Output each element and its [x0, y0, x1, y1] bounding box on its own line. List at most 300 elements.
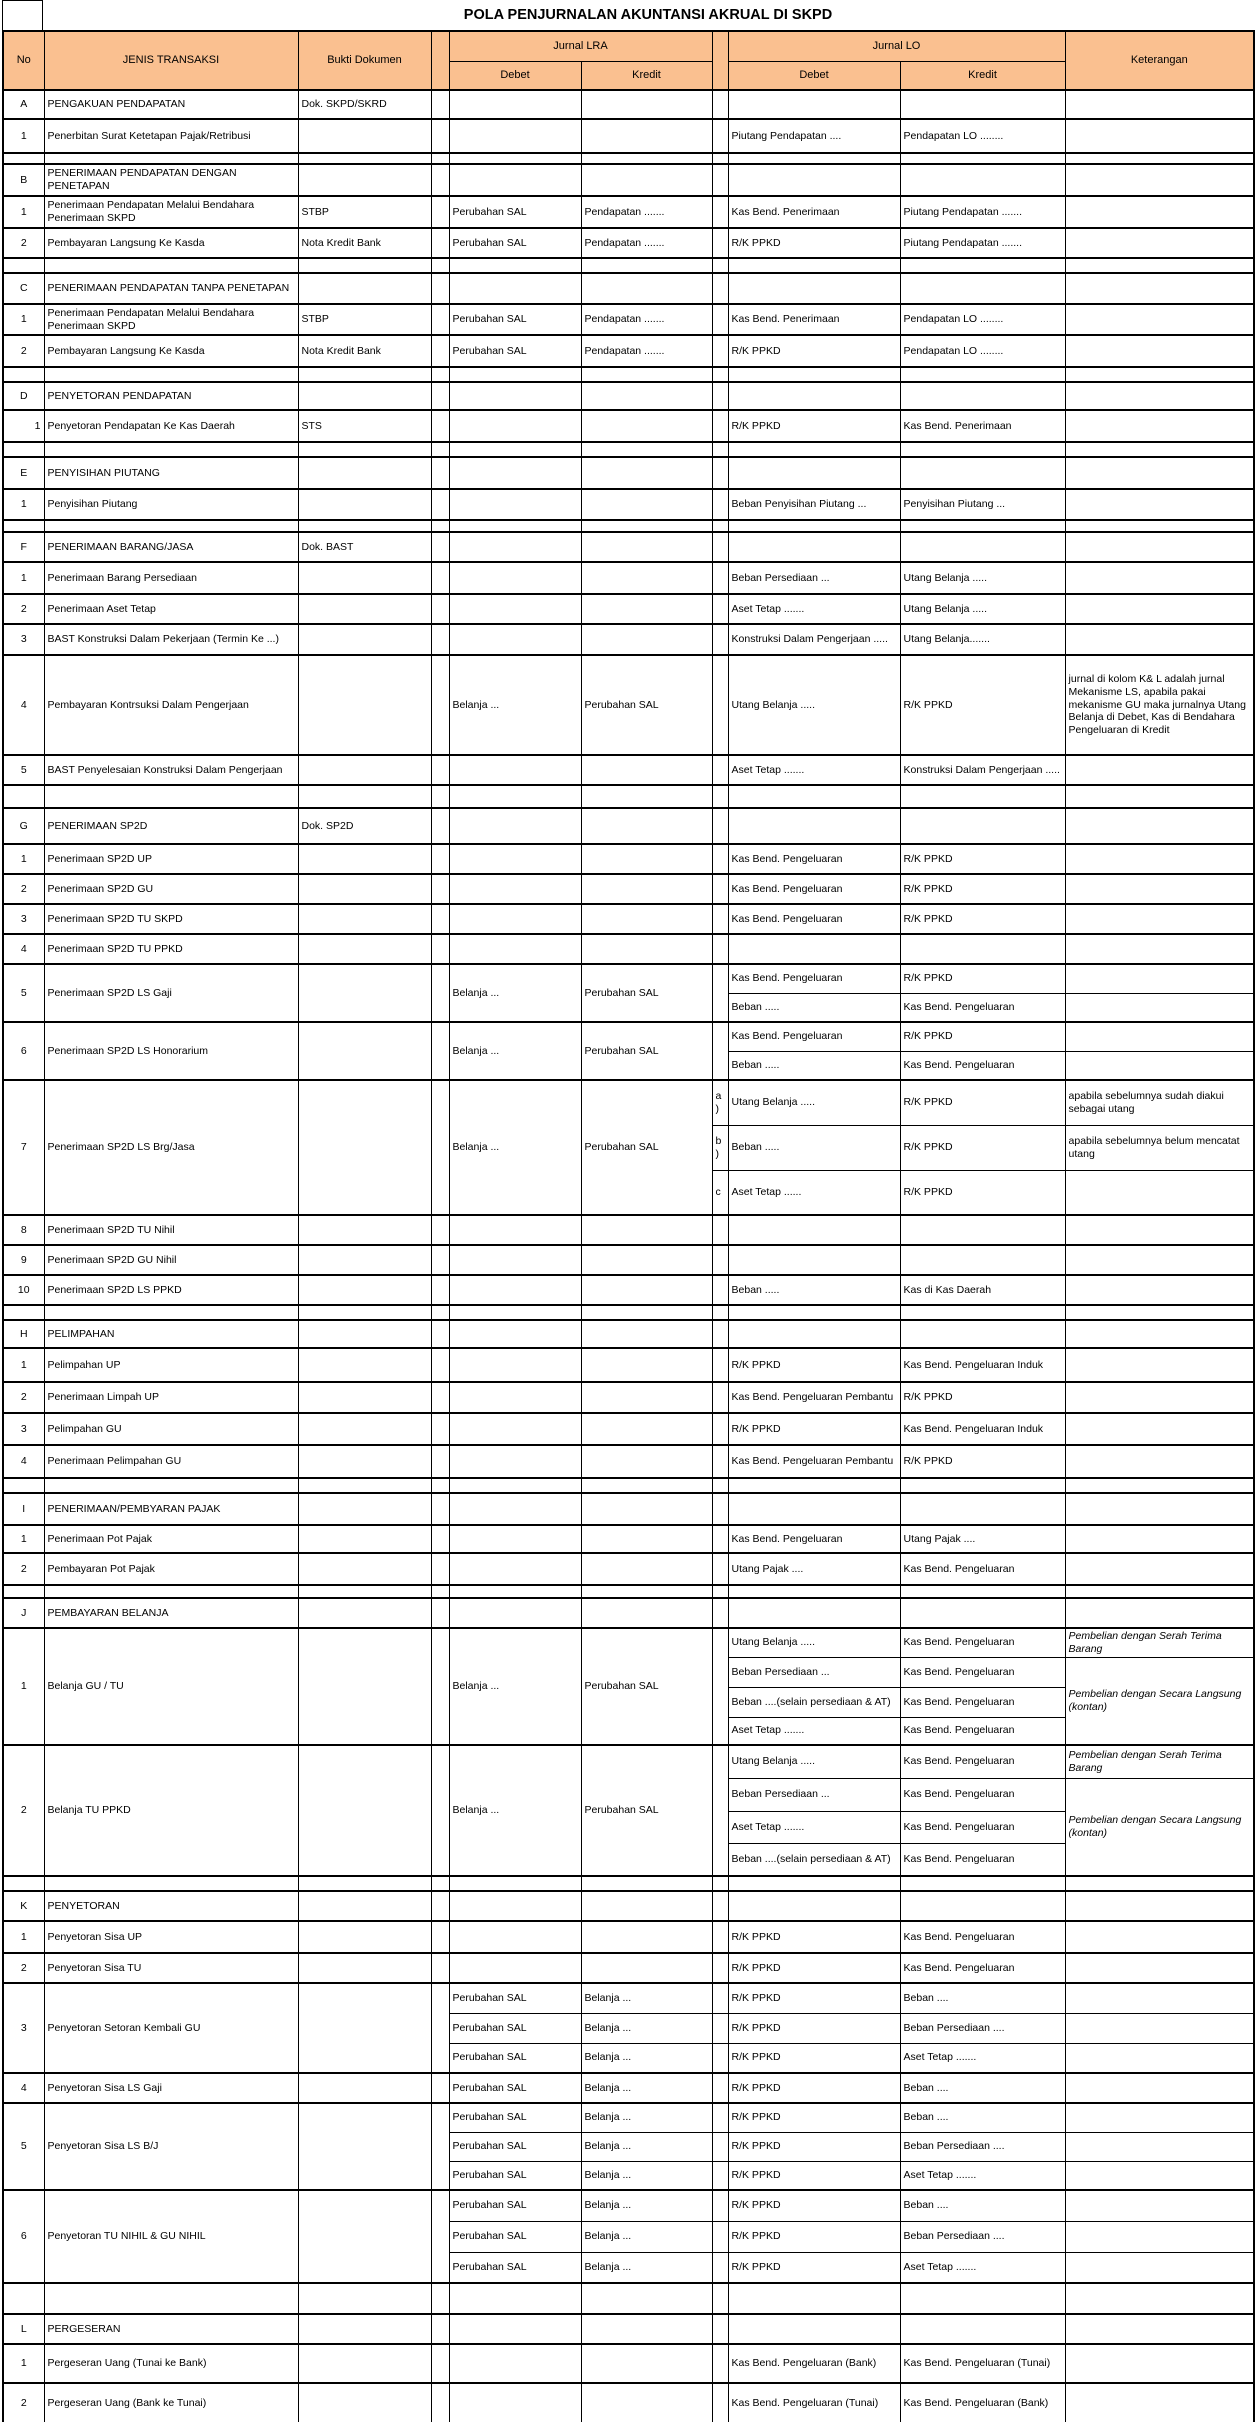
empty-cell — [1065, 153, 1254, 164]
header-lra-debet: Debet — [449, 61, 581, 90]
cell-keterangan — [1065, 382, 1254, 410]
cell-bukti — [298, 874, 431, 904]
empty-cell — [431, 90, 449, 119]
cell-no: 2 — [3, 1745, 44, 1876]
cell-lo-kredit: Beban .... — [900, 2190, 1065, 2221]
cell-bukti — [298, 904, 431, 934]
separator-row — [3, 785, 1254, 808]
cell-lra-debet: Belanja ... — [449, 1022, 581, 1080]
cell-no: 8 — [3, 1215, 44, 1245]
empty-cell — [581, 153, 712, 164]
cell-lo-debet: R/K PPKD — [728, 2013, 900, 2043]
cell-bukti — [298, 1348, 431, 1382]
cell-keterangan — [1065, 2013, 1254, 2043]
empty-cell — [449, 367, 581, 382]
cell-lo-debet — [728, 1493, 900, 1525]
cell-lo-kredit: Kas Bend. Pengeluaran — [900, 1717, 1065, 1745]
cell-lra-kredit — [581, 1320, 712, 1348]
cell-marker — [431, 119, 449, 153]
cell-marker — [712, 655, 728, 755]
cell-lra-debet: Belanja ... — [449, 1745, 581, 1876]
cell-marker — [712, 2073, 728, 2103]
cell-bukti — [298, 1628, 431, 1745]
cell-bukti — [298, 2314, 431, 2344]
cell-lo-debet: R/K PPKD — [728, 1983, 900, 2013]
cell-lo-kredit: R/K PPKD — [900, 1445, 1065, 1478]
cell-lra-debet — [449, 489, 581, 520]
cell-keterangan — [1065, 1598, 1254, 1628]
empty-cell — [3, 520, 44, 532]
empty-cell — [44, 1585, 298, 1598]
empty-cell — [3, 442, 44, 457]
separator-row — [3, 2283, 1254, 2314]
empty-cell — [431, 164, 449, 196]
cell-jenis: BAST Konstruksi Dalam Pekerjaan (Termin Ke ...) — [44, 624, 298, 655]
cell-marker — [712, 1275, 728, 1305]
section-title: PENERIMAAN SP2D — [44, 808, 298, 844]
cell-lo-kredit: Kas Bend. Pengeluaran — [900, 1778, 1065, 1811]
cell-lra-kredit: Pendapatan ....... — [581, 335, 712, 367]
cell-jenis: Belanja TU PPKD — [44, 1745, 298, 1876]
cell-lra-debet: Perubahan SAL — [449, 335, 581, 367]
empty-cell — [900, 367, 1065, 382]
cell-bukti: STS — [298, 410, 431, 442]
cell-no: 7 — [3, 1080, 44, 1215]
empty-cell — [712, 1320, 728, 1348]
cell-marker — [431, 304, 449, 335]
cell-keterangan — [1065, 1382, 1254, 1413]
cell-lra-kredit: Belanja ... — [581, 2043, 712, 2073]
empty-cell — [712, 785, 728, 808]
empty-cell — [1065, 520, 1254, 532]
cell-jenis: BAST Penyelesaian Konstruksi Dalam Pengerjaan — [44, 755, 298, 785]
cell-lo-debet: R/K PPKD — [728, 2221, 900, 2252]
cell-lo-kredit: Beban Persediaan .... — [900, 2221, 1065, 2252]
header-lo-kredit: Kredit — [900, 61, 1065, 90]
sub-row — [3, 1022, 1254, 1051]
cell-lra-kredit — [581, 1921, 712, 1953]
cell-lo-kredit: Utang Belanja ..... — [900, 562, 1065, 594]
cell-bukti — [298, 1745, 431, 1876]
cell-lo-kredit: Konstruksi Dalam Pengerjaan ..... — [900, 755, 1065, 785]
cell-marker — [431, 1275, 449, 1305]
cell-keterangan — [1065, 1525, 1254, 1553]
empty-cell — [431, 785, 449, 808]
table-header — [3, 31, 1254, 90]
empty-cell — [298, 153, 431, 164]
cell-jenis: Penerimaan SP2D TU SKPD — [44, 904, 298, 934]
cell-lra-debet — [449, 90, 581, 119]
cell-lra-debet: Belanja ... — [449, 1628, 581, 1745]
cell-lo-kredit: Piutang Pendapatan ....... — [900, 196, 1065, 228]
cell-keterangan — [1065, 594, 1254, 624]
cell-marker — [712, 196, 728, 228]
section-title: PENYETORAN PENDAPATAN — [44, 382, 298, 410]
item-row — [3, 1953, 1254, 1983]
empty-cell — [712, 520, 728, 532]
cell-lo-debet: Beban ....(selain persediaan & AT) — [728, 1687, 900, 1717]
cell-lra-debet: Perubahan SAL — [449, 2013, 581, 2043]
cell-bukti: Nota Kredit Bank — [298, 228, 431, 258]
cell-lra-debet — [449, 410, 581, 442]
cell-lo-debet: R/K PPKD — [728, 1348, 900, 1382]
cell-no: 1 — [3, 562, 44, 594]
cell-keterangan: Pembelian dengan Serah Terima Barang — [1065, 1628, 1254, 1657]
title-gutter-cell — [2, 0, 43, 30]
section-title: PENERIMAAN BARANG/JASA — [44, 532, 298, 562]
empty-cell — [298, 442, 431, 457]
cell-lra-kredit — [581, 1413, 712, 1445]
cell-marker — [431, 410, 449, 442]
cell-marker — [431, 934, 449, 964]
cell-lra-kredit — [581, 119, 712, 153]
cell-bukti — [298, 1598, 431, 1628]
cell-lo-debet: Kas Bend. Penerimaan — [728, 196, 900, 228]
cell-marker — [431, 844, 449, 874]
cell-jenis: Penyisihan Piutang — [44, 489, 298, 520]
cell-lo-debet: Kas Bend. Pengeluaran Pembantu — [728, 1445, 900, 1478]
cell-lra-debet — [449, 1215, 581, 1245]
cell-bukti — [298, 2103, 431, 2190]
empty-cell — [44, 1305, 298, 1320]
cell-lra-debet — [449, 594, 581, 624]
cell-jenis: Penerimaan SP2D UP — [44, 844, 298, 874]
cell-lo-debet: Piutang Pendapatan .... — [728, 119, 900, 153]
cell-marker — [431, 1525, 449, 1553]
empty-cell — [298, 1876, 431, 1891]
cell-keterangan — [1065, 304, 1254, 335]
empty-cell — [900, 1876, 1065, 1891]
empty-cell — [431, 808, 449, 844]
cell-marker — [431, 655, 449, 755]
empty-cell — [712, 1478, 728, 1493]
cell-lra-debet — [449, 1382, 581, 1413]
cell-jenis: Penerimaan Limpah UP — [44, 1382, 298, 1413]
empty-cell — [900, 442, 1065, 457]
cell-no: 2 — [3, 2383, 44, 2422]
empty-cell — [712, 273, 728, 304]
cell-no: 3 — [3, 1413, 44, 1445]
cell-jenis: Pembayaran Langsung Ke Kasda — [44, 335, 298, 367]
cell-bukti — [298, 755, 431, 785]
cell-lo-kredit: Penyisihan Piutang ... — [900, 489, 1065, 520]
section-row — [3, 164, 1254, 196]
cell-lo-debet: Beban ....(selain persediaan & AT) — [728, 1843, 900, 1876]
cell-lo-debet: Utang Belanja ..... — [728, 1628, 900, 1657]
cell-lra-kredit — [581, 2314, 712, 2344]
cell-lo-kredit: R/K PPKD — [900, 904, 1065, 934]
cell-marker — [431, 755, 449, 785]
cell-marker — [712, 304, 728, 335]
cell-lra-kredit — [581, 2383, 712, 2422]
cell-lo-debet — [728, 457, 900, 489]
empty-cell — [712, 164, 728, 196]
cell-bukti — [298, 1022, 431, 1080]
cell-bukti — [298, 1553, 431, 1585]
empty-cell — [712, 1891, 728, 1921]
cell-jenis: Penerimaan SP2D TU PPKD — [44, 934, 298, 964]
cell-lra-debet — [449, 1953, 581, 1983]
section-letter: F — [3, 532, 44, 562]
empty-cell — [3, 153, 44, 164]
empty-cell — [431, 2283, 449, 2314]
cell-lra-kredit: Pendapatan ....... — [581, 304, 712, 335]
cell-lo-kredit: Pendapatan LO ........ — [900, 304, 1065, 335]
cell-lo-kredit — [900, 2314, 1065, 2344]
cell-jenis: Penerimaan Pelimpahan GU — [44, 1445, 298, 1478]
cell-lo-debet: R/K PPKD — [728, 1413, 900, 1445]
empty-cell — [431, 258, 449, 273]
cell-lra-debet — [449, 562, 581, 594]
empty-cell — [712, 2314, 728, 2344]
cell-marker — [431, 2383, 449, 2422]
cell-marker — [712, 1245, 728, 1275]
cell-jenis: Penerimaan SP2D LS Honorarium — [44, 1022, 298, 1080]
cell-marker — [431, 1348, 449, 1382]
cell-marker — [431, 1983, 449, 2073]
cell-bukti — [298, 624, 431, 655]
cell-lra-kredit — [581, 1525, 712, 1553]
cell-no: 2 — [3, 1382, 44, 1413]
cell-bukti — [298, 934, 431, 964]
cell-lo-kredit: Kas Bend. Pengeluaran — [900, 1811, 1065, 1843]
cell-lra-debet — [449, 382, 581, 410]
cell-lo-debet: R/K PPKD — [728, 2043, 900, 2073]
cell-lra-kredit — [581, 1275, 712, 1305]
cell-jenis: Penerimaan SP2D GU — [44, 874, 298, 904]
cell-keterangan — [1065, 2132, 1254, 2161]
cell-lo-debet: R/K PPKD — [728, 2132, 900, 2161]
cell-jenis: Penyetoran Sisa TU — [44, 1953, 298, 1983]
header-marker-col-1 — [431, 31, 449, 90]
cell-lra-kredit: Pendapatan ....... — [581, 196, 712, 228]
cell-lo-kredit: R/K PPKD — [900, 874, 1065, 904]
cell-lo-kredit — [900, 532, 1065, 562]
cell-lo-debet: Kas Bend. Pengeluaran — [728, 1022, 900, 1051]
cell-bukti: STBP — [298, 196, 431, 228]
cell-no: 2 — [3, 228, 44, 258]
cell-keterangan: Pembelian dengan Secara Langsung (kontan) — [1065, 1778, 1254, 1876]
journal-pattern-table — [2, 30, 1255, 2422]
empty-cell — [581, 1305, 712, 1320]
cell-lo-debet: Aset Tetap ....... — [728, 755, 900, 785]
cell-keterangan — [1065, 1320, 1254, 1348]
empty-cell — [728, 785, 900, 808]
empty-cell — [728, 442, 900, 457]
cell-keterangan — [1065, 1983, 1254, 2013]
cell-lo-debet — [728, 1891, 900, 1921]
cell-marker — [431, 2103, 449, 2190]
separator-row — [3, 1585, 1254, 1598]
cell-bukti — [298, 2344, 431, 2383]
cell-bukti — [298, 1382, 431, 1413]
cell-bukti — [298, 2190, 431, 2283]
empty-cell — [581, 520, 712, 532]
header-marker-col-2 — [712, 31, 728, 90]
item-row — [3, 1348, 1254, 1382]
cell-keterangan — [1065, 2073, 1254, 2103]
item-row — [3, 624, 1254, 655]
empty-cell — [431, 153, 449, 164]
cell-lo-debet: Aset Tetap ....... — [728, 594, 900, 624]
cell-jenis: Penerimaan SP2D LS Gaji — [44, 964, 298, 1022]
cell-jenis: Pembayaran Kontrsuksi Dalam Pengerjaan — [44, 655, 298, 755]
empty-cell — [449, 1478, 581, 1493]
cell-lo-kredit: Kas Bend. Pengeluaran Induk — [900, 1348, 1065, 1382]
empty-cell — [712, 1876, 728, 1891]
cell-lra-debet — [449, 904, 581, 934]
cell-lra-kredit — [581, 624, 712, 655]
empty-cell — [712, 90, 728, 119]
separator-row — [3, 367, 1254, 382]
item-row — [3, 1553, 1254, 1585]
cell-lo-debet: Kas Bend. Pengeluaran — [728, 1525, 900, 1553]
cell-no: 1 — [3, 2344, 44, 2383]
empty-cell — [431, 1478, 449, 1493]
cell-lo-kredit: Utang Belanja ..... — [900, 594, 1065, 624]
cell-lra-debet: Perubahan SAL — [449, 2252, 581, 2283]
cell-jenis: Pelimpahan UP — [44, 1348, 298, 1382]
section-row — [3, 382, 1254, 410]
cell-no: 5 — [3, 2103, 44, 2190]
empty-cell — [581, 258, 712, 273]
item-row — [3, 1921, 1254, 1953]
empty-cell — [1065, 442, 1254, 457]
cell-keterangan — [1065, 874, 1254, 904]
cell-marker — [431, 904, 449, 934]
cell-lo-kredit — [900, 934, 1065, 964]
section-letter: K — [3, 1891, 44, 1921]
cell-lra-kredit — [581, 1953, 712, 1983]
separator-row — [3, 520, 1254, 532]
cell-lra-debet: Belanja ... — [449, 655, 581, 755]
cell-lo-debet: Kas Bend. Pengeluaran — [728, 964, 900, 993]
cell-jenis: Pergeseran Uang (Bank ke Tunai) — [44, 2383, 298, 2422]
cell-keterangan — [1065, 1493, 1254, 1525]
cell-lra-kredit — [581, 904, 712, 934]
cell-keterangan — [1065, 993, 1254, 1022]
cell-jenis: Pergeseran Uang (Tunai ke Bank) — [44, 2344, 298, 2383]
item-row — [3, 904, 1254, 934]
cell-bukti — [298, 1953, 431, 1983]
cell-marker — [712, 228, 728, 258]
cell-lo-kredit — [900, 1245, 1065, 1275]
empty-cell — [900, 2283, 1065, 2314]
section-title: PENERIMAAN PENDAPATAN DENGAN PENETAPAN — [44, 164, 298, 196]
cell-bukti — [298, 1525, 431, 1553]
cell-bukti: Dok. SKPD/SKRD — [298, 90, 431, 119]
cell-marker — [712, 1215, 728, 1245]
empty-cell — [728, 1876, 900, 1891]
empty-cell — [449, 258, 581, 273]
cell-marker — [431, 624, 449, 655]
empty-cell — [431, 532, 449, 562]
cell-lra-debet — [449, 1320, 581, 1348]
cell-lra-kredit — [581, 489, 712, 520]
cell-lra-debet — [449, 532, 581, 562]
cell-bukti — [298, 1921, 431, 1953]
cell-jenis: Penerimaan SP2D TU Nihil — [44, 1215, 298, 1245]
empty-cell — [900, 258, 1065, 273]
cell-lra-kredit: Belanja ... — [581, 2221, 712, 2252]
item-row — [3, 655, 1254, 755]
cell-lo-kredit: Kas Bend. Penerimaan — [900, 410, 1065, 442]
cell-lo-debet — [728, 1320, 900, 1348]
cell-bukti — [298, 382, 431, 410]
section-title: PENGAKUAN PENDAPATAN — [44, 90, 298, 119]
empty-cell — [1065, 1876, 1254, 1891]
empty-cell — [900, 153, 1065, 164]
header-jenis-transaksi: JENIS TRANSAKSI — [44, 31, 298, 90]
item-row — [3, 844, 1254, 874]
cell-jenis: Penyetoran TU NIHIL & GU NIHIL — [44, 2190, 298, 2283]
cell-bukti — [298, 1891, 431, 1921]
cell-no: 4 — [3, 934, 44, 964]
cell-keterangan: Pembelian dengan Secara Langsung (kontan) — [1065, 1657, 1254, 1745]
cell-lra-debet: Perubahan SAL — [449, 228, 581, 258]
cell-keterangan — [1065, 1170, 1254, 1215]
cell-lra-kredit — [581, 1215, 712, 1245]
empty-cell — [581, 1876, 712, 1891]
cell-lo-debet: Kas Bend. Pengeluaran (Bank) — [728, 2344, 900, 2383]
separator-row — [3, 258, 1254, 273]
cell-keterangan — [1065, 1953, 1254, 1983]
cell-lra-kredit — [581, 164, 712, 196]
cell-jenis: Pembayaran Langsung Ke Kasda — [44, 228, 298, 258]
empty-cell — [431, 1585, 449, 1598]
item-row — [3, 562, 1254, 594]
cell-lra-kredit — [581, 1553, 712, 1585]
empty-cell — [431, 1320, 449, 1348]
page-title: POLA PENJURNALAN AKUNTANSI AKRUAL DI SKPD — [463, 7, 833, 23]
cell-lra-kredit: Belanja ... — [581, 2073, 712, 2103]
cell-keterangan — [1065, 2221, 1254, 2252]
cell-lra-debet: Perubahan SAL — [449, 2161, 581, 2190]
cell-lo-debet: Aset Tetap ....... — [728, 1811, 900, 1843]
empty-cell — [728, 153, 900, 164]
cell-lo-kredit: R/K PPKD — [900, 1170, 1065, 1215]
cell-lra-debet — [449, 164, 581, 196]
item-row — [3, 1413, 1254, 1445]
cell-no: 4 — [3, 655, 44, 755]
cell-lo-debet: R/K PPKD — [728, 335, 900, 367]
cell-lra-kredit — [581, 934, 712, 964]
cell-lo-kredit: Kas Bend. Pengeluaran — [900, 993, 1065, 1022]
cell-marker — [712, 1525, 728, 1553]
cell-bukti — [298, 1445, 431, 1478]
item-row — [3, 228, 1254, 258]
empty-cell — [712, 1585, 728, 1598]
cell-lo-kredit: R/K PPKD — [900, 1125, 1065, 1170]
cell-lra-kredit — [581, 594, 712, 624]
cell-lra-kredit: Belanja ... — [581, 2190, 712, 2221]
empty-cell — [728, 1305, 900, 1320]
cell-lra-kredit: Perubahan SAL — [581, 1022, 712, 1080]
empty-cell — [431, 382, 449, 410]
cell-lo-kredit — [900, 457, 1065, 489]
cell-marker — [431, 1245, 449, 1275]
header-row-groups — [3, 31, 1254, 61]
empty-cell — [298, 520, 431, 532]
section-letter: D — [3, 382, 44, 410]
cell-marker — [712, 1382, 728, 1413]
cell-marker — [712, 1628, 728, 1745]
cell-marker — [431, 1022, 449, 1080]
item-row — [3, 335, 1254, 367]
cell-lra-debet: Perubahan SAL — [449, 2190, 581, 2221]
header-bukti-dokumen: Bukti Dokumen — [298, 31, 431, 90]
cell-lo-kredit: R/K PPKD — [900, 1080, 1065, 1125]
